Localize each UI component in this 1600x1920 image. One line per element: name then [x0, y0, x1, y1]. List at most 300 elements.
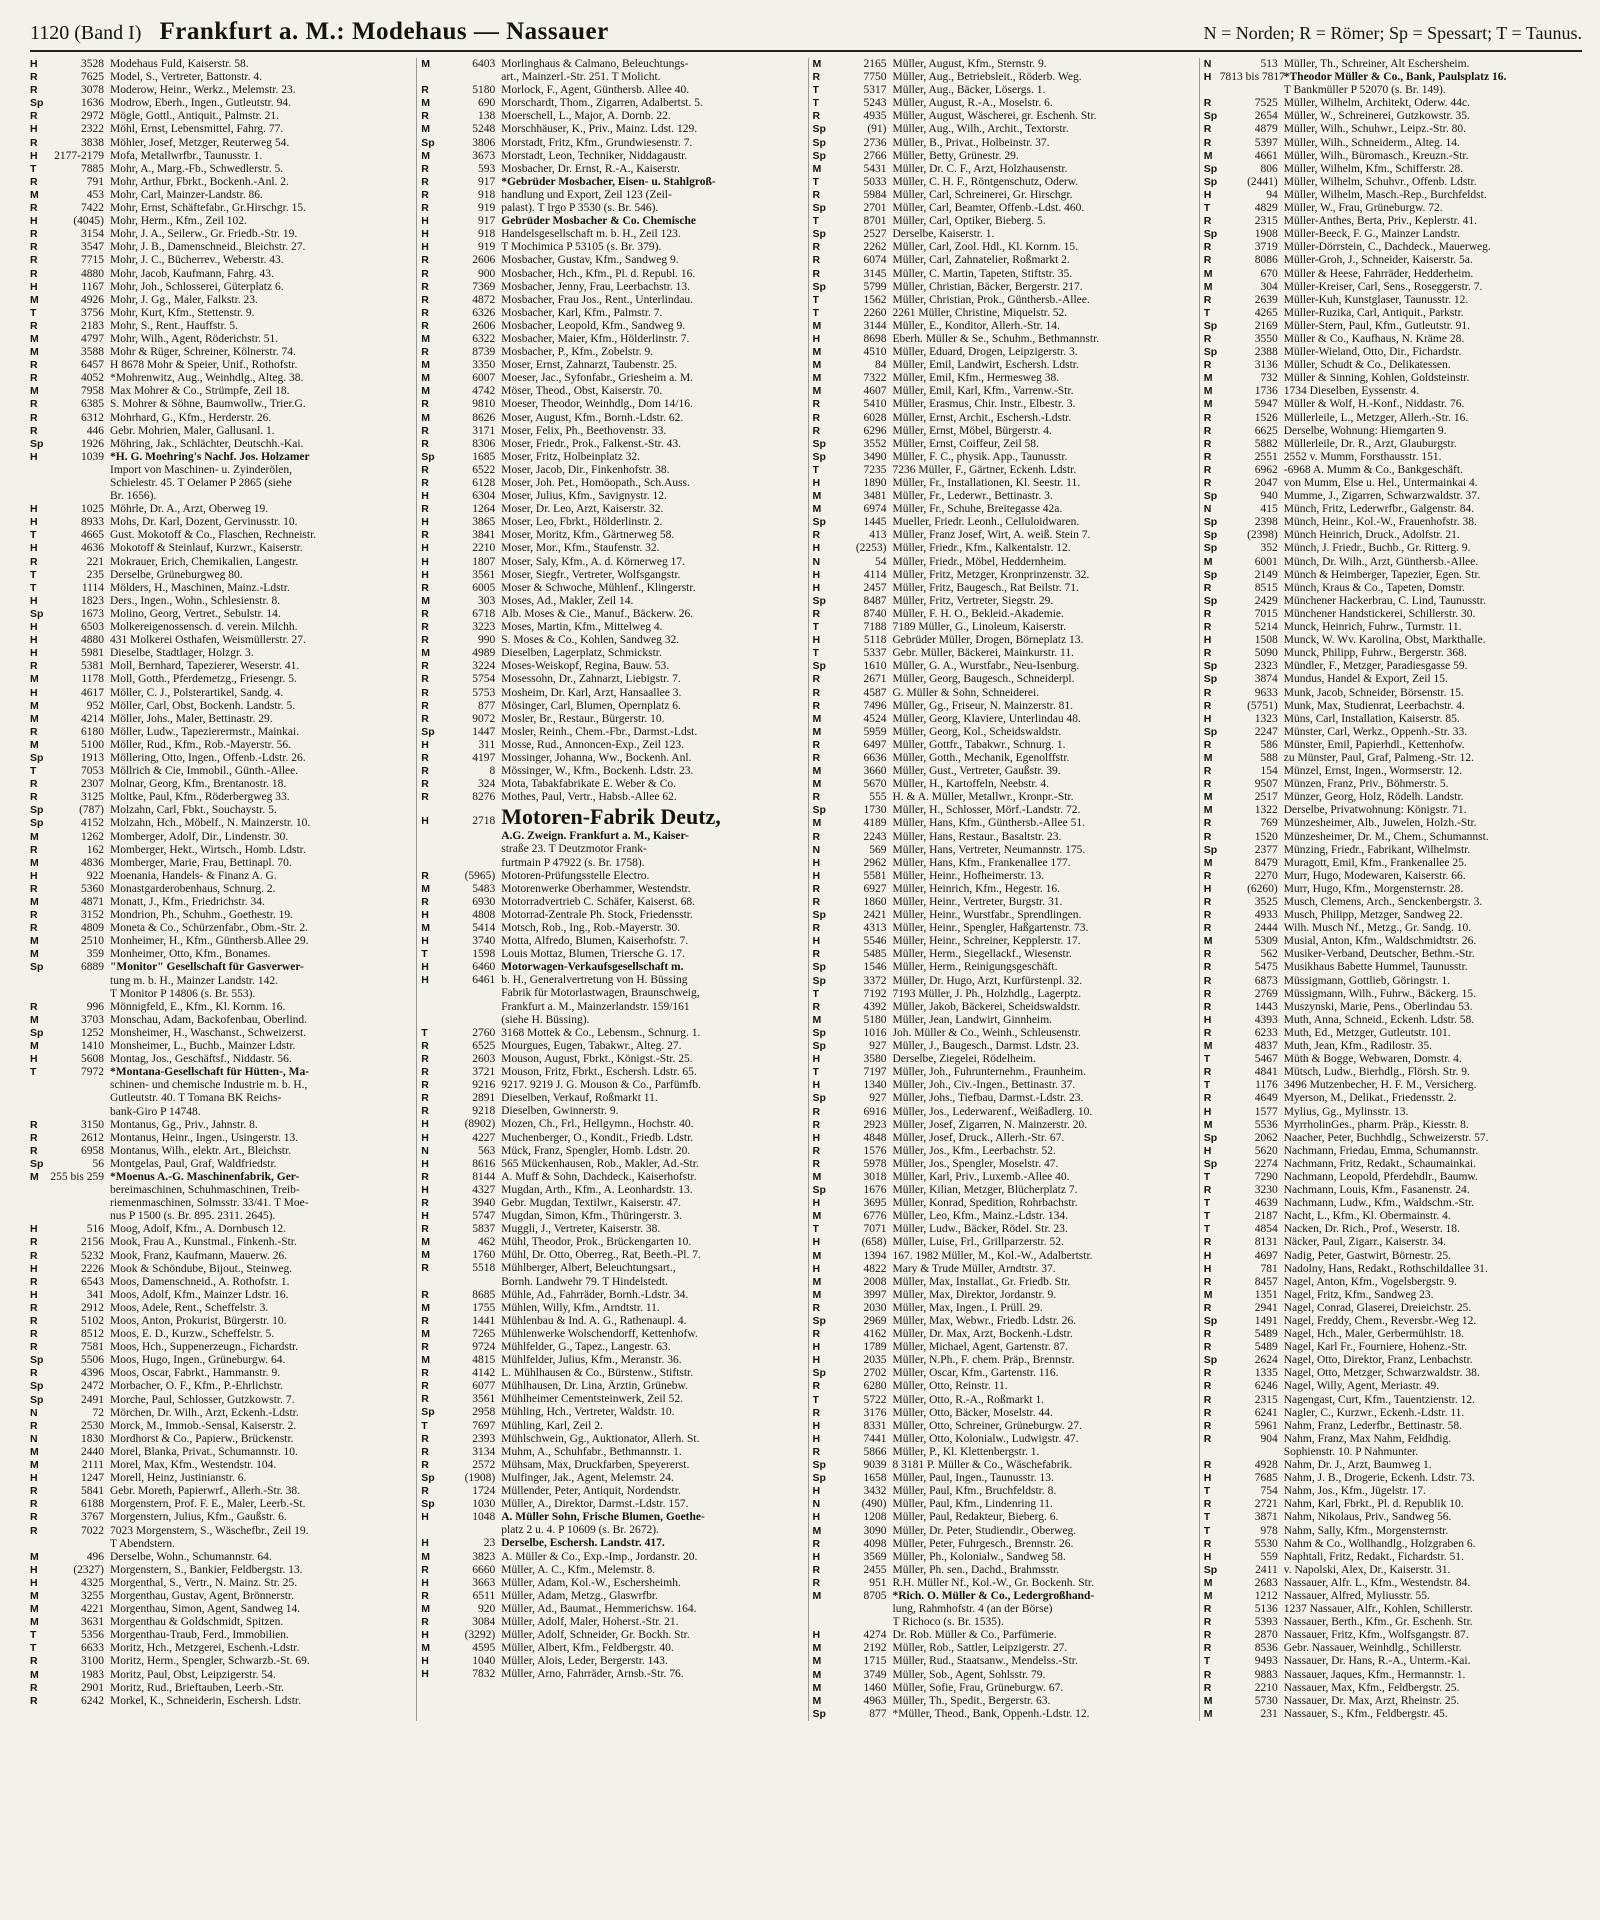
entry-text: Müller & Sinning, Kohlen, Goldsteinstr. — [1283, 372, 1470, 385]
district-code: T — [812, 97, 819, 110]
district-code: R — [812, 686, 821, 699]
directory-entry — [421, 71, 799, 84]
phone-number: 1724 — [472, 1485, 496, 1498]
directory-entry — [30, 1053, 408, 1066]
entry-text: Müller, Ernst, Archit., Eschersh.-Ldstr. — [892, 411, 1072, 424]
phone-number: 1577 — [1254, 1105, 1278, 1118]
district-code: R — [1203, 241, 1212, 254]
phone-number: 3823 — [472, 1550, 496, 1563]
directory-entry — [813, 1001, 1191, 1014]
district-code: R — [1203, 922, 1212, 935]
entry-text: Sophienstr. 10. P Nahmunter. — [1283, 1445, 1419, 1458]
directory-entry — [421, 516, 799, 529]
directory-entry — [421, 1420, 799, 1433]
entry-text: Müller, Paul, Kfm., Lindenring 11. — [892, 1498, 1053, 1511]
entry-text: Nassauer, Dr. Max, Arzt, Rheinstr. 25. — [1283, 1694, 1460, 1707]
phone-number: 3580 — [863, 1053, 887, 1066]
entry-text: Gebr. Mugdan, Textilwr., Kaiserstr. 47. — [501, 1196, 682, 1209]
phone-number: 496 — [86, 1550, 104, 1563]
directory-entry — [421, 1236, 799, 1249]
directory-entry — [1204, 857, 1582, 870]
directory-entry — [813, 412, 1191, 425]
entry-text: Moeser, Theodor, Weinhdlg., Dom 14/16. — [501, 398, 693, 411]
entry-text: Müller, Oscar, Kfm., Gartenstr. 116. — [892, 1367, 1059, 1380]
entry-text: Morgenthau, Gustav, Agent, Brönnerstr. — [110, 1589, 294, 1602]
directory-entry — [813, 1263, 1191, 1276]
phone-number: 8515 — [1254, 581, 1278, 594]
entry-text: Moser, Julius, Kfm., Savignystr. 12. — [501, 490, 667, 503]
directory-entry — [30, 359, 408, 372]
phone-number: 3749 — [863, 1668, 887, 1681]
phone-number: 3084 — [472, 1615, 496, 1628]
district-code: R — [421, 319, 429, 332]
directory-entry — [1204, 569, 1582, 582]
phone-number: 6007 — [472, 372, 496, 385]
directory-entry — [1204, 1655, 1582, 1668]
directory-entry — [30, 1407, 408, 1420]
directory-entry — [421, 870, 799, 883]
phone-number: 3230 — [1254, 1184, 1278, 1197]
phone-number: 1610 — [863, 660, 887, 673]
entry-text: Müller, Carl, Optiker, Bieberg. 5. — [892, 215, 1046, 228]
phone-number: 563 — [478, 1144, 496, 1157]
directory-entry — [421, 1040, 799, 1053]
directory-entry — [1204, 883, 1582, 896]
district-code: H — [421, 738, 429, 751]
district-code: R — [421, 791, 429, 804]
directory-entry — [1204, 948, 1582, 961]
directory-entry — [813, 948, 1191, 961]
entry-text: Nagel, Hch., Maler, Gerbermühlstr. 18. — [1283, 1328, 1465, 1341]
directory-entry — [1204, 1328, 1582, 1341]
district-code: Sp — [812, 1184, 826, 1197]
entry-text: Müller, Fritz, Metzger, Kronprinzenstr. 32. — [892, 568, 1090, 581]
district-code: R — [30, 1275, 38, 1288]
district-code: M — [30, 738, 39, 751]
district-code: R — [30, 660, 38, 673]
directory-entry — [421, 1079, 799, 1092]
district-code: M — [30, 1170, 39, 1183]
entry-text: *Theodor Müller & Co., Bank, Paulsplatz 16. — [1283, 71, 1507, 84]
entry-text: Müller, Heinr., Hofheimerstr. 13. — [892, 869, 1045, 882]
phone-number: 4829 — [1254, 202, 1278, 215]
entry-text: Möller, Johs., Maler, Bettinastr. 29. — [110, 712, 273, 725]
phone-number: (4045) — [73, 215, 104, 228]
phone-number: 4928 — [1254, 1459, 1278, 1472]
entry-text: Monastgarderobenhaus, Schnurg. 2. — [110, 882, 276, 895]
district-code: H — [30, 123, 38, 136]
directory-entry — [30, 163, 408, 176]
district-code: Sp — [30, 817, 44, 830]
phone-number: 8 — [489, 765, 496, 778]
phone-number: 3550 — [1254, 332, 1278, 345]
directory-entry — [30, 660, 408, 673]
entry-text: Bornh. Landwehr 79. T Hindelstedt. — [501, 1275, 668, 1288]
column-2 — [416, 58, 799, 1721]
district-code: R — [421, 1432, 429, 1445]
district-code: Sp — [1203, 660, 1218, 673]
directory-entry — [1204, 660, 1582, 673]
directory-entry — [30, 372, 408, 385]
phone-number: 5467 — [1254, 1053, 1278, 1066]
entry-text: Motorradvertrieb C. Schäfer, Kaiserst. 68. — [501, 895, 695, 908]
phone-number: 3528 — [81, 58, 104, 70]
district-code: R — [421, 202, 429, 215]
directory-entry — [1204, 1472, 1582, 1485]
entry-text: Müller, Otto, Schreiner, Grüneburgw. 27. — [892, 1419, 1082, 1432]
directory-entry — [421, 791, 799, 804]
entry-text: Mosbacher, Maier, Kfm., Hölderlinstr. 7. — [501, 332, 690, 345]
phone-number: 2177-2179 — [54, 149, 104, 162]
entry-text: Mühlberger, Albert, Beleuchtungsart., — [501, 1262, 676, 1275]
entry-text: Monsheimer, L., Buchb., Mainzer Ldstr. — [110, 1040, 296, 1053]
phone-number: 1460 — [863, 1681, 887, 1694]
directory-entry — [813, 228, 1191, 241]
district-code: R — [421, 346, 429, 359]
entry-text: Moses, Ad., Makler, Zeil 14. — [501, 594, 634, 607]
phone-number: 6776 — [863, 1210, 887, 1223]
directory-entry — [813, 516, 1191, 529]
directory-entry — [1204, 215, 1582, 228]
directory-entry — [421, 660, 799, 673]
directory-entry — [421, 909, 799, 922]
entry-text: Morbacher, O. F., Kfm., P.-Ehrlichstr. — [110, 1380, 284, 1393]
district-code: H — [1203, 712, 1212, 725]
directory-entry — [421, 582, 799, 595]
phone-number: 4665 — [81, 529, 104, 542]
phone-number: 9724 — [472, 1341, 496, 1353]
district-code: M — [812, 359, 822, 372]
directory-entry — [1204, 202, 1582, 215]
district-code: T — [421, 1419, 428, 1432]
entry-text: 3496 Mutzenbecher, H. F. M., Versicherg. — [1283, 1079, 1477, 1092]
directory-entry — [30, 1472, 408, 1485]
district-code: M — [30, 1603, 39, 1616]
directory-entry — [1204, 84, 1582, 97]
phone-number: 1755 — [472, 1301, 496, 1314]
phone-number: 3561 — [472, 568, 496, 581]
phone-number: 6958 — [81, 1144, 104, 1157]
directory-entry — [30, 1014, 408, 1027]
entry-text: Motorenwerke Oberhammer, Westendstr. — [501, 882, 691, 895]
directory-entry — [30, 1538, 408, 1551]
phone-number: 1715 — [863, 1655, 887, 1668]
district-code: Sp — [1203, 1354, 1218, 1367]
phone-number: 2612 — [81, 1131, 104, 1144]
page-number: 1120 (Band I) — [30, 22, 142, 44]
entry-text: Müller, Luise, Frl., Grillparzerstr. 52. — [892, 1236, 1064, 1249]
district-code: M — [30, 1589, 39, 1602]
phone-number: 5410 — [863, 398, 887, 411]
phone-number: 4871 — [81, 896, 104, 908]
entry-text: Müller, Dr. Max, Arzt, Bockenh.-Ldstr. — [892, 1328, 1073, 1341]
phone-number: 6457 — [81, 359, 104, 372]
district-code: R — [30, 136, 38, 149]
district-code: R — [421, 1563, 429, 1576]
phone-number: 6522 — [472, 463, 496, 476]
district-code: M — [421, 385, 430, 398]
phone-number: 6326 — [472, 306, 496, 319]
directory-entry — [813, 896, 1191, 909]
entry-text: Müller, Gottfr., Tabakwr., Schnurg. 1. — [892, 738, 1066, 751]
entry-text: Müller, Wilh., Büromasch., Kreuzn.-Str. — [1283, 149, 1469, 162]
directory-entry — [421, 739, 799, 752]
directory-entry — [30, 490, 408, 503]
entry-text: Müller, Aug., Wilh., Archit., Textorstr. — [892, 123, 1069, 136]
district-code: R — [1203, 1328, 1212, 1341]
entry-text: Münch, J. Friedr., Buchb., Gr. Ritterg. 9. — [1283, 542, 1471, 555]
directory-entry — [1204, 765, 1582, 778]
entry-text: Mühlen, Willy, Kfm., Arndtstr. 11. — [501, 1301, 660, 1314]
district-code: M — [812, 765, 822, 778]
phone-number: 2572 — [472, 1458, 496, 1471]
directory-entry — [30, 150, 408, 163]
phone-number: 6633 — [81, 1642, 104, 1655]
phone-number: 255 bis 259 — [50, 1170, 104, 1183]
entry-text: Müller, Friedr., Kfm., Kalkentalstr. 12. — [892, 542, 1071, 555]
district-code: R — [812, 948, 821, 961]
directory-entry — [30, 202, 408, 215]
district-code: R — [1203, 1380, 1212, 1393]
district-code: H — [30, 542, 38, 555]
phone-number: 1562 — [863, 293, 887, 306]
directory-entry — [421, 1655, 799, 1668]
district-code: M — [30, 830, 39, 843]
phone-number: 5754 — [472, 673, 496, 686]
phone-number: 1447 — [472, 725, 496, 738]
directory-entry — [421, 1249, 799, 1262]
directory-entry — [1204, 451, 1582, 464]
phone-number: 6077 — [472, 1380, 496, 1393]
directory-entry — [30, 673, 408, 686]
phone-number: 6296 — [863, 424, 887, 437]
entry-text: Müller, Betty, Grünestr. 29. — [892, 149, 1019, 162]
entry-text: Müller, Joh., Civ.-Ingen., Bettinastr. 37. — [892, 1079, 1076, 1092]
phone-number: 1576 — [863, 1144, 887, 1157]
entry-text: Mühl, Dr. Otto, Oberreg., Rat, Beeth.-Pl. 7. — [501, 1249, 701, 1262]
district-code: R — [421, 1105, 429, 1118]
directory-entry — [1204, 961, 1582, 974]
district-code: R — [421, 1170, 429, 1183]
phone-number: 3663 — [472, 1576, 496, 1589]
directory-entry — [421, 438, 799, 451]
entry-text: H. & A. Müller, Metallwr., Kronpr.-Str. — [892, 791, 1074, 804]
district-code: R — [812, 882, 821, 895]
phone-number: 1025 — [81, 503, 104, 516]
phone-number: 8306 — [472, 437, 496, 450]
entry-text: Mohr, Herm., Kfm., Zeil 102. — [110, 215, 247, 228]
phone-number: 5393 — [1254, 1616, 1278, 1629]
phone-number: 1491 — [1254, 1315, 1278, 1327]
entry-text: 9217. 9219 J. G. Mouson & Co., Parfümfb. — [501, 1079, 701, 1092]
entry-text: Müller, Carl, Zahnatelier, Roßmarkt 2. — [892, 254, 1070, 267]
entry-text: Molino, Georg, Vertret., Sebulstr. 14. — [110, 607, 281, 620]
directory-entry — [1204, 163, 1582, 176]
district-code: M — [421, 58, 430, 70]
entry-text: Moll, Bernhard, Tapezierer, Weserstr. 41. — [110, 660, 300, 673]
entry-text: Müller-Kreiser, Carl, Sens., Roseggerstr. 7. — [1283, 280, 1483, 293]
district-code: H — [1203, 1472, 1212, 1485]
entry-text: Motoren-Fabrik Deutz, — [501, 804, 721, 830]
district-code: H — [30, 1262, 38, 1275]
entry-text: Müller, Otto, Bäcker, Moselstr. 44. — [892, 1406, 1053, 1419]
phone-number: 5518 — [472, 1262, 496, 1275]
entry-text: Mölders, H., Maschinen, Mainz.-Ldstr. — [110, 581, 290, 594]
entry-text: Münzel, Ernst, Ingen., Wormserstr. 12. — [1283, 765, 1463, 778]
phone-number: 4162 — [863, 1328, 887, 1341]
entry-text: Nagel, Willy, Agent, Meriastr. 49. — [1283, 1380, 1440, 1393]
directory-entry — [1204, 176, 1582, 189]
directory-entry — [30, 1184, 408, 1197]
district-code: M — [30, 856, 39, 869]
district-code: M — [812, 1210, 822, 1223]
phone-number: (2441) — [1247, 175, 1278, 188]
entry-text: Nahm, Dr. J., Arzt, Baumweg 1. — [1283, 1459, 1432, 1472]
district-code: M — [1203, 1576, 1213, 1589]
entry-text: Mosbacher, Hch., Kfm., Pl. d. Republ. 16. — [501, 267, 696, 280]
entry-text: Munk, Jacob, Schneider, Börsenstr. 15. — [1283, 686, 1464, 699]
entry-text: Müller, A. C., Kfm., Melemstr. 8. — [501, 1563, 656, 1576]
phone-number: 1520 — [1254, 830, 1278, 843]
phone-number: 5799 — [863, 280, 887, 293]
entry-text: Müller, Fritz, Baugesch., Rat Beilstr. 71. — [892, 581, 1079, 594]
district-code: R — [421, 1445, 429, 1458]
entry-text: Müller, Jakob, Bäckerei, Scheidswaldstr. — [892, 1000, 1081, 1013]
phone-number: 3078 — [81, 84, 104, 97]
directory-entry — [421, 922, 799, 935]
entry-text: Müller, Max, Installat., Gr. Friedb. Str. — [892, 1275, 1071, 1288]
phone-number: (490) — [861, 1498, 887, 1511]
phone-number: 2111 — [81, 1459, 104, 1472]
entry-text: Müller, Josef, Druck., Allerh.-Str. 67. — [892, 1131, 1065, 1144]
district-code: R — [1203, 1498, 1212, 1511]
entry-text: Gutleutstr. 40. T Tomana BK Reichs- — [110, 1092, 282, 1105]
directory-entry — [1204, 1407, 1582, 1420]
directory-entry — [1204, 1695, 1582, 1708]
phone-number: 4836 — [81, 856, 104, 869]
district-code: R — [30, 791, 38, 804]
phone-number: 4396 — [81, 1367, 104, 1380]
directory-entry — [813, 1132, 1191, 1145]
phone-number: 2388 — [1254, 346, 1278, 359]
directory-entry — [1204, 71, 1582, 84]
entry-text: 7236 Müller, F., Gärtner, Eckenh. Ldstr. — [892, 463, 1077, 476]
directory-entry — [30, 1669, 408, 1682]
phone-number: (2327) — [73, 1563, 104, 1576]
phone-number: 3552 — [863, 437, 887, 450]
directory-entry — [30, 215, 408, 228]
district-code: R — [30, 1236, 38, 1249]
directory-entry — [813, 1210, 1191, 1223]
phone-number: 415 — [1260, 503, 1278, 516]
phone-number: 359 — [86, 948, 104, 961]
entry-text: Müller, Wilhelm, Masch.-Rep., Burchfeldst. — [1283, 188, 1487, 201]
district-code: Sp — [812, 437, 826, 450]
phone-number: 7715 — [81, 254, 104, 267]
district-code: R — [421, 1196, 429, 1209]
phone-number: 5581 — [863, 869, 887, 882]
entry-text: Müllerleile, L., Metzger, Allerh.-Str. 16. — [1283, 411, 1469, 424]
district-code: M — [30, 346, 39, 359]
district-code: R — [421, 162, 429, 175]
phone-number: 3145 — [863, 267, 887, 280]
entry-text: Motorwagen-Verkaufsgesellschaft m. — [501, 961, 684, 974]
district-code: H — [812, 1079, 821, 1092]
district-code: R — [1203, 411, 1212, 424]
entry-text: Mühlenwerke Wolschendorff, Kettenhofw. — [501, 1327, 698, 1340]
directory-entry — [30, 346, 408, 359]
entry-text: Mook, Franz, Kaufmann, Mauerw. 26. — [110, 1249, 288, 1262]
directory-entry — [1204, 1564, 1582, 1577]
entry-text: Mothes, Paul, Vertr., Habsb.-Allee 62. — [501, 791, 677, 804]
phone-number: 5397 — [1254, 136, 1278, 149]
entry-text: Münch, Dr. Wilh., Arzt, Günthersb.-Allee. — [1283, 555, 1479, 568]
directory-entry — [421, 634, 799, 647]
entry-text: 565 Mückenhausen, Rob., Makler, Ad.-Str. — [501, 1157, 699, 1170]
entry-text: Wilh. Musch Nf., Metzg., Gr. Sandg. 10. — [1283, 922, 1472, 935]
directory-entry — [813, 490, 1191, 503]
entry-text: Muth, Jean, Kfm., Radilostr. 35. — [1283, 1040, 1432, 1053]
district-code: R — [30, 1419, 38, 1432]
directory-entry — [30, 1328, 408, 1341]
district-code: H — [421, 1118, 429, 1131]
phone-number: 3721 — [472, 1066, 496, 1079]
phone-number: 9883 — [1254, 1668, 1278, 1681]
district-code: R — [1203, 1642, 1212, 1655]
district-code: R — [30, 411, 38, 424]
district-code: T — [1203, 1655, 1211, 1668]
entry-text: Nagel, Karl Fr., Fourniere, Hohenz.-Str. — [1283, 1341, 1468, 1354]
entry-text: Schielestr. 45. T Oelamer P 2865 (siehe — [110, 477, 292, 489]
district-code: M — [421, 647, 430, 660]
district-code: R — [30, 725, 38, 738]
directory-entry — [421, 1498, 799, 1511]
phone-number: 2603 — [472, 1052, 496, 1065]
district-code: R — [421, 1458, 429, 1471]
entry-text: Moser, Siegfr., Vertreter, Wolfsgangstr. — [501, 568, 681, 581]
district-code: Sp — [812, 228, 826, 241]
directory-entry — [813, 673, 1191, 686]
district-code: R — [30, 1131, 38, 1144]
phone-number: 4617 — [81, 686, 104, 699]
entry-text: Monschau, Adam, Backofenbau, Oberlind. — [110, 1013, 308, 1026]
directory-entry — [1204, 1040, 1582, 1053]
phone-number: 917 — [478, 175, 496, 188]
directory-entry — [421, 1171, 799, 1184]
entry-text: Müller, C. Martin, Tapeten, Stiftstr. 35. — [892, 267, 1073, 280]
directory-entry — [30, 398, 408, 411]
entry-text: Müller, Sofie, Frau, Grüneburgw. 67. — [892, 1681, 1064, 1694]
directory-entry — [1204, 1053, 1582, 1066]
directory-entry — [30, 765, 408, 778]
directory-entry — [421, 700, 799, 713]
district-code: R — [421, 1039, 429, 1052]
directory-entry — [30, 1511, 408, 1524]
entry-text: Murr, Hugo, Modewaren, Kaiserstr. 66. — [1283, 869, 1466, 882]
phone-number: 4313 — [863, 922, 887, 935]
entry-text: Mohr, J. Gg., Maler, Falkstr. 23. — [110, 293, 258, 306]
entry-text: Möhrle, Dr. A., Arzt, Oberweg 19. — [110, 503, 269, 516]
phone-number: 2377 — [1254, 843, 1278, 856]
entry-text: Mook, Frau A., Kunstmal., Finkenh.-Str. — [110, 1236, 297, 1249]
directory-entry — [421, 97, 799, 110]
district-code: M — [30, 332, 39, 345]
entry-text: Müller, Franz Josef, Wirt, A. weiß. Stein 7. — [892, 529, 1091, 542]
phone-number: 7832 — [472, 1668, 496, 1681]
entry-text: Müller, Joh., Fuhrunternehm., Fraunheim. — [892, 1066, 1086, 1079]
district-code: Sp — [1203, 110, 1218, 123]
district-code: M — [1203, 280, 1213, 293]
